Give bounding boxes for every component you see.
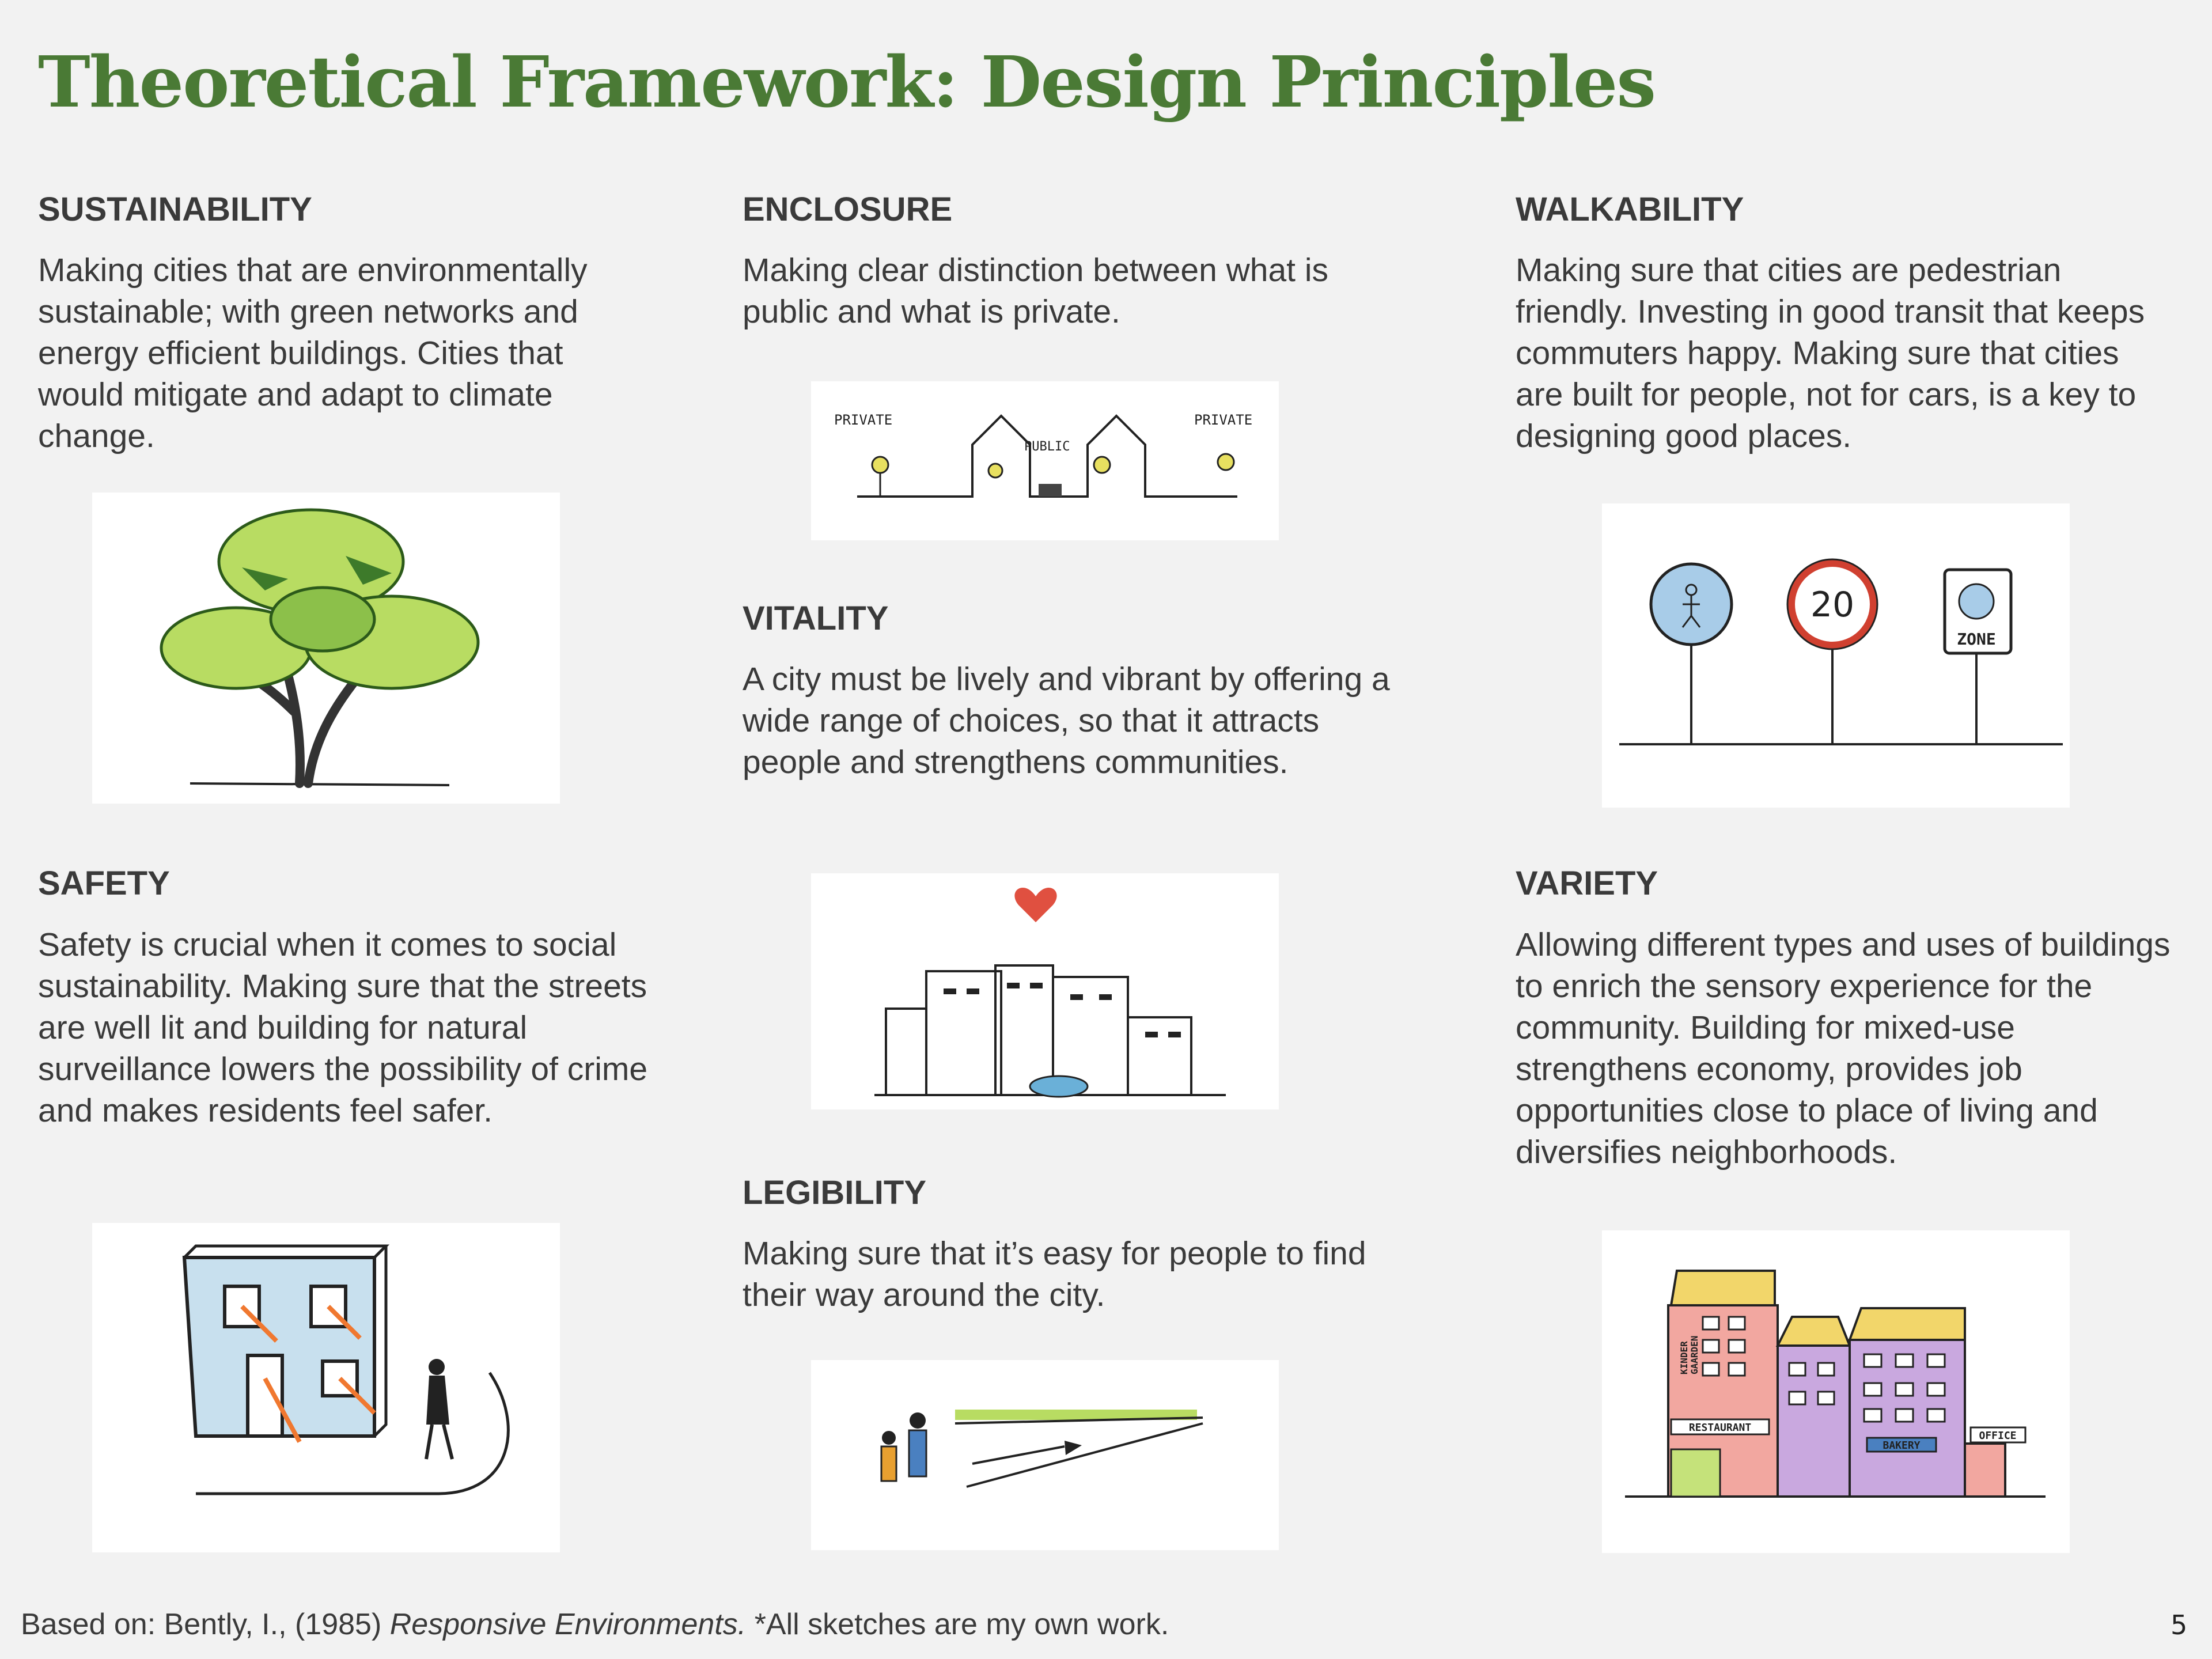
office-label: OFFICE [1979, 1430, 2017, 1442]
sustainability-text: Making cities that are environmentally sustainable; with green networks and energy efficient buildings. Cities that would mitigate and adapt to climate change. [38, 252, 588, 454]
vitality-text: A city must be lively and vibrant by offering a wide range of choices, so that it attracts people and strengthens communities. [743, 661, 1390, 781]
safety-text: Safety is crucial when it comes to social sustainability. Making sure that the streets are well lit and building for natural surveillance lowers the possibility of crime and makes residents feel safer. [38, 926, 648, 1129]
sustainability-heading: SUSTAINABILITY [38, 191, 312, 228]
private-right-label: PRIVATE [1194, 412, 1253, 428]
city-sketch [811, 873, 1279, 1109]
heart-icon [1014, 888, 1056, 922]
kinder-label: KINDER [1679, 1341, 1690, 1374]
tree-icon [92, 493, 560, 804]
walkability-heading: WALKABILITY [1516, 191, 1744, 228]
footer-book-title: Responsive Environments. [389, 1608, 747, 1641]
page-number: 5 [2171, 1609, 2188, 1641]
zone-label: ZONE [1957, 630, 1996, 649]
footer-prefix: Based on: Bently, I., (1985) [21, 1608, 390, 1641]
houses-icon [811, 381, 1279, 540]
street-signs-icon [1602, 503, 2070, 808]
enclosure-heading: ENCLOSURE [743, 191, 953, 228]
tree-sketch [92, 493, 560, 804]
variety-text: Allowing different types and uses of buildings to enrich the sensory experience for the community. Building for mixed-use strengthens economy, provides job opportunities close to place of living and diversifies neighborhoods. [1516, 926, 2171, 1171]
footer-suffix: *All sketches are my own work. [746, 1608, 1169, 1641]
restaurant-label: RESTAURANT [1688, 1422, 1752, 1434]
enclosure-text: Making clear distinction between what is public and what is private. [743, 252, 1329, 330]
legibility-heading: LEGIBILITY [743, 1174, 926, 1211]
enclosure-sketch [811, 381, 1279, 540]
arrow-icon [811, 1360, 1279, 1550]
speed-limit-label: 20 [1810, 585, 1855, 625]
walkability-text: Making sure that cities are pedestrian friendly. Investing in good transit that keeps commuters happy. Making sure that cities are built for people, not for cars, is a key to designing good places. [1516, 252, 2145, 454]
vitality-heading: VITALITY [743, 600, 889, 637]
slide-title: Theoretical Framework: Design Principles [38, 40, 1656, 123]
safety-heading: SAFETY [38, 865, 170, 902]
safety-sketch [92, 1223, 560, 1552]
private-left-label: PRIVATE [834, 412, 893, 428]
mixed-use-buildings-icon [1602, 1230, 2070, 1553]
footer-citation [21, 1607, 1169, 1642]
gaarden-label: GAARDEN [1689, 1335, 1700, 1374]
public-label: PUBLIC [1024, 440, 1070, 454]
variety-heading: VARIETY [1516, 865, 1658, 902]
bakery-label: BAKERY [1883, 1440, 1921, 1452]
signs-sketch [1602, 503, 2070, 808]
building-icon [92, 1223, 560, 1552]
legibility-text: Making sure that it’s easy for people to find their way around the city. [743, 1235, 1366, 1313]
legibility-sketch [811, 1360, 1279, 1550]
variety-sketch [1602, 1230, 2070, 1553]
city-icon [811, 873, 1279, 1109]
